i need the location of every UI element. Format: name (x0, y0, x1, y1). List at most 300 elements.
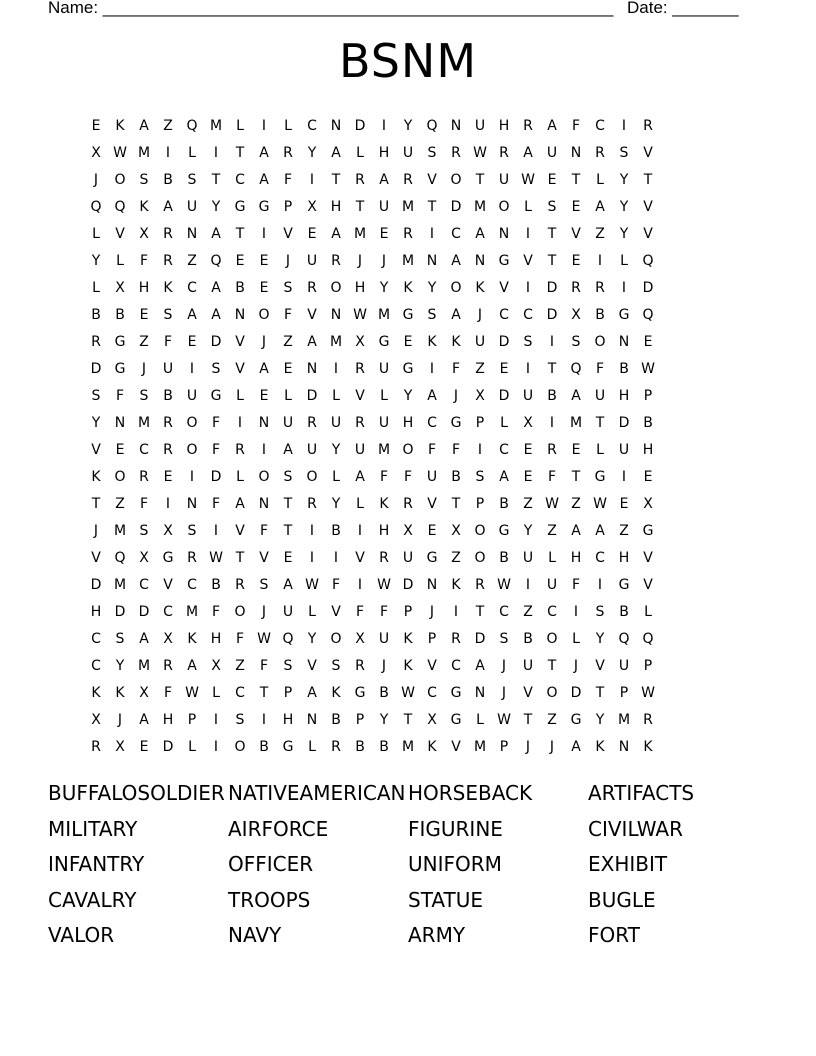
grid-letter: K (115, 684, 125, 701)
grid-letter: X (427, 711, 437, 728)
grid-letter: Y (331, 441, 341, 458)
date-field-line: Date: _______ (627, 0, 739, 17)
grid-letter: B (331, 711, 341, 728)
grid-letter: D (90, 576, 102, 593)
grid-letter: I (525, 360, 531, 377)
grid-letter: S (619, 144, 629, 161)
grid-letter: V (595, 657, 605, 674)
grid-letter: E (571, 198, 581, 215)
grid-letter: K (91, 468, 101, 485)
grid-letter: C (139, 441, 149, 458)
grid-letter: V (643, 198, 653, 215)
grid-letter: D (450, 198, 462, 215)
grid-letter: H (330, 198, 342, 215)
grid-letter: Q (90, 198, 102, 215)
grid-letter: N (450, 117, 462, 134)
grid-letter: A (163, 198, 173, 215)
grid-letter: F (451, 360, 461, 377)
grid-letter: T (235, 144, 245, 161)
grid-letter: X (139, 684, 149, 701)
grid-letter: S (547, 198, 557, 215)
grid-letter: M (137, 414, 151, 431)
grid-letter: U (594, 387, 606, 404)
grid-letter: X (451, 522, 461, 539)
grid-letter: U (522, 657, 534, 674)
grid-letter: D (210, 333, 222, 350)
grid-letter: K (403, 279, 413, 296)
grid-letter: W (593, 495, 607, 512)
grid-letter: B (259, 738, 269, 755)
grid-letter: X (355, 630, 365, 647)
grid-letter: V (427, 495, 437, 512)
grid-letter: H (570, 549, 582, 566)
grid-letter: Y (211, 198, 221, 215)
grid-letter: F (211, 414, 221, 431)
grid-letter: I (597, 576, 603, 593)
grid-letter: Y (403, 387, 413, 404)
grid-letter: V (451, 738, 461, 755)
grid-row (84, 598, 732, 625)
grid-letter: B (115, 306, 125, 323)
grid-letter: Q (618, 630, 630, 647)
grid-letter: O (234, 738, 246, 755)
grid-letter: I (213, 738, 219, 755)
grid-letter: U (522, 387, 534, 404)
grid-letter: E (523, 441, 533, 458)
grid-letter: Y (595, 711, 605, 728)
grid-letter: N (570, 144, 582, 161)
grid-row (84, 112, 732, 139)
grid-letter: U (522, 549, 534, 566)
word-list-item: VALOR (48, 923, 115, 948)
grid-letter: G (642, 522, 654, 539)
grid-letter: T (643, 171, 653, 188)
grid-letter: Z (139, 333, 149, 350)
grid-letter: B (451, 468, 461, 485)
grid-letter: O (258, 306, 270, 323)
grid-letter: F (451, 441, 461, 458)
word-list-item: CIVILWAR (588, 816, 684, 841)
grid-letter: E (139, 738, 149, 755)
grid-letter: N (426, 252, 438, 269)
grid-letter: R (523, 117, 533, 134)
grid-letter: Q (642, 630, 654, 647)
grid-letter: B (499, 495, 509, 512)
grid-letter: C (427, 414, 437, 431)
grid-letter: R (307, 279, 317, 296)
grid-row (84, 706, 732, 733)
grid-letter: V (235, 333, 245, 350)
grid-letter: A (571, 522, 581, 539)
grid-letter: T (523, 711, 533, 728)
grid-letter: A (307, 684, 317, 701)
grid-letter: U (354, 441, 366, 458)
grid-letter: R (355, 171, 365, 188)
grid-row (84, 517, 732, 544)
grid-letter: E (571, 252, 581, 269)
grid-letter: F (571, 117, 581, 134)
grid-letter: R (139, 468, 149, 485)
grid-letter: R (379, 549, 389, 566)
grid-row (84, 652, 732, 679)
grid-letter: F (283, 171, 293, 188)
grid-letter: I (237, 414, 243, 431)
grid-letter: T (355, 198, 365, 215)
grid-letter: H (618, 549, 630, 566)
grid-letter: T (571, 468, 581, 485)
grid-letter: O (450, 279, 462, 296)
grid-letter: U (330, 414, 342, 431)
grid-letter: T (283, 522, 293, 539)
grid-letter: A (259, 144, 269, 161)
grid-letter: T (451, 495, 461, 512)
grid-letter: A (211, 279, 221, 296)
grid-letter: F (139, 495, 149, 512)
grid-letter: L (644, 603, 652, 620)
grid-letter: A (427, 387, 437, 404)
grid-letter: G (258, 198, 270, 215)
grid-letter: R (475, 576, 485, 593)
grid-letter: Z (571, 495, 581, 512)
grid-letter: J (261, 603, 267, 620)
grid-letter: F (115, 387, 125, 404)
grid-letter: J (477, 306, 483, 323)
grid-letter: C (235, 684, 245, 701)
grid-row (84, 490, 732, 517)
grid-letter: R (331, 738, 341, 755)
grid-letter: D (306, 387, 318, 404)
grid-letter: A (259, 171, 269, 188)
grid-letter: I (309, 171, 315, 188)
grid-letter: L (332, 468, 340, 485)
grid-letter: N (426, 576, 438, 593)
grid-letter: R (451, 144, 461, 161)
grid-letter: S (283, 468, 293, 485)
grid-letter: W (497, 711, 511, 728)
grid-letter: I (165, 144, 171, 161)
grid-letter: P (475, 495, 485, 512)
grid-row (84, 382, 732, 409)
grid-letter: X (139, 549, 149, 566)
word-list-item: ARMY (408, 923, 466, 948)
grid-letter: R (451, 630, 461, 647)
grid-letter: F (595, 360, 605, 377)
grid-letter: R (163, 252, 173, 269)
grid-letter: O (234, 603, 246, 620)
grid-letter: I (525, 279, 531, 296)
grid-letter: F (235, 630, 245, 647)
grid-letter: R (643, 117, 653, 134)
grid-letter: F (403, 468, 413, 485)
grid-letter: J (117, 711, 123, 728)
grid-letter: I (621, 468, 627, 485)
grid-row (84, 220, 732, 247)
grid-letter: C (499, 603, 509, 620)
grid-letter: I (213, 144, 219, 161)
grid-letter: Z (451, 549, 461, 566)
grid-letter: S (139, 387, 149, 404)
grid-letter: T (91, 495, 101, 512)
grid-letter: R (643, 711, 653, 728)
grid-letter: R (355, 360, 365, 377)
grid-letter: F (259, 522, 269, 539)
grid-letter: C (427, 684, 437, 701)
grid-letter: S (523, 333, 533, 350)
grid-letter: E (139, 306, 149, 323)
grid-letter: E (259, 279, 269, 296)
grid-letter: E (283, 549, 293, 566)
grid-letter: V (115, 225, 125, 242)
grid-row (84, 544, 732, 571)
grid-letter: D (498, 387, 510, 404)
grid-letter: L (188, 738, 196, 755)
grid-letter: W (353, 306, 367, 323)
grid-letter: M (569, 414, 583, 431)
grid-letter: D (546, 279, 558, 296)
grid-letter: Q (426, 117, 438, 134)
grid-letter: I (333, 360, 339, 377)
grid-letter: Y (619, 225, 629, 242)
grid-letter: I (357, 522, 363, 539)
grid-letter: J (141, 360, 147, 377)
grid-letter: O (474, 522, 486, 539)
grid-letter: S (331, 657, 341, 674)
grid-letter: V (643, 225, 653, 242)
grid-letter: D (618, 414, 630, 431)
grid-letter: G (450, 711, 462, 728)
grid-letter: R (163, 225, 173, 242)
grid-letter: R (595, 144, 605, 161)
grid-letter: V (427, 657, 437, 674)
grid-letter: M (401, 738, 415, 755)
grid-letter: I (525, 576, 531, 593)
grid-letter: A (571, 387, 581, 404)
grid-letter: V (91, 549, 101, 566)
grid-letter: B (595, 306, 605, 323)
grid-letter: H (498, 117, 510, 134)
grid-letter: Y (91, 252, 101, 269)
grid-letter: J (501, 657, 507, 674)
grid-letter: D (546, 306, 558, 323)
grid-letter: A (331, 144, 341, 161)
grid-letter: V (643, 144, 653, 161)
grid-letter: Q (210, 252, 222, 269)
grid-letter: F (379, 603, 389, 620)
grid-letter: L (284, 387, 292, 404)
grid-letter: A (595, 198, 605, 215)
grid-letter: H (138, 279, 150, 296)
grid-letter: Y (523, 522, 533, 539)
grid-letter: K (139, 198, 149, 215)
grid-letter: O (330, 279, 342, 296)
grid-letter: I (381, 117, 387, 134)
grid-letter: A (331, 225, 341, 242)
grid-letter: S (139, 522, 149, 539)
grid-letter: R (547, 441, 557, 458)
grid-letter: K (475, 279, 485, 296)
grid-letter: L (596, 441, 604, 458)
grid-letter: T (547, 360, 557, 377)
grid-letter: N (114, 414, 126, 431)
grid-letter: G (498, 522, 510, 539)
grid-letter: J (261, 333, 267, 350)
grid-letter: C (595, 117, 605, 134)
grid-letter: P (643, 387, 653, 404)
grid-letter: B (523, 630, 533, 647)
grid-letter: I (189, 468, 195, 485)
grid-letter: E (643, 333, 653, 350)
grid-letter: H (378, 522, 390, 539)
grid-letter: X (643, 495, 653, 512)
grid-letter: J (285, 252, 291, 269)
grid-letter: I (261, 711, 267, 728)
grid-letter: S (283, 279, 293, 296)
name-field-line: Name: ______________________________________________________ (48, 0, 614, 17)
grid-letter: M (209, 117, 223, 134)
grid-letter: L (236, 387, 244, 404)
grid-letter: B (499, 549, 509, 566)
grid-letter: P (187, 711, 197, 728)
grid-letter: H (90, 603, 102, 620)
grid-letter: N (618, 738, 630, 755)
grid-letter: N (258, 414, 270, 431)
grid-letter: T (475, 603, 485, 620)
word-list-item: UNIFORM (408, 852, 502, 877)
grid-letter: E (235, 252, 245, 269)
grid-letter: S (571, 333, 581, 350)
grid-letter: E (643, 468, 653, 485)
grid-letter: Z (547, 522, 557, 539)
grid-letter: P (403, 603, 413, 620)
grid-letter: G (426, 549, 438, 566)
grid-letter: Z (115, 495, 125, 512)
grid-letter: C (91, 630, 101, 647)
grid-letter: N (330, 117, 342, 134)
grid-letter: Y (115, 657, 125, 674)
grid-letter: J (93, 522, 99, 539)
grid-letter: T (427, 198, 437, 215)
grid-letter: I (309, 522, 315, 539)
grid-letter: G (402, 360, 414, 377)
grid-letter: X (571, 306, 581, 323)
grid-letter: N (474, 684, 486, 701)
grid-letter: V (235, 360, 245, 377)
grid-letter: Z (595, 225, 605, 242)
grid-letter: U (378, 414, 390, 431)
grid-letter: O (258, 468, 270, 485)
grid-letter: S (259, 576, 269, 593)
word-list-item: AIRFORCE (228, 816, 329, 841)
grid-letter: K (643, 738, 653, 755)
grid-letter: C (595, 549, 605, 566)
grid-letter: U (402, 144, 414, 161)
grid-letter: U (402, 549, 414, 566)
grid-letter: R (91, 333, 101, 350)
grid-letter: G (450, 414, 462, 431)
grid-letter: I (213, 711, 219, 728)
grid-letter: U (546, 144, 558, 161)
grid-letter: B (619, 360, 629, 377)
grid-letter: E (571, 441, 581, 458)
grid-letter: I (165, 495, 171, 512)
grid-letter: F (211, 603, 221, 620)
grid-letter: C (451, 225, 461, 242)
grid-letter: A (355, 468, 365, 485)
grid-letter: G (570, 711, 582, 728)
grid-letter: K (115, 117, 125, 134)
grid-letter: L (500, 414, 508, 431)
grid-letter: J (381, 252, 387, 269)
grid-letter: Z (523, 495, 533, 512)
grid-letter: E (115, 441, 125, 458)
grid-letter: R (235, 441, 245, 458)
grid-letter: A (139, 117, 149, 134)
grid-letter: S (475, 468, 485, 485)
grid-letter: U (378, 360, 390, 377)
grid-letter: M (473, 198, 487, 215)
grid-letter: N (258, 495, 270, 512)
grid-letter: I (597, 252, 603, 269)
grid-letter: A (283, 441, 293, 458)
page-title: BSNM (338, 34, 478, 88)
grid-letter: I (549, 414, 555, 431)
grid-letter: G (498, 252, 510, 269)
word-list-item: EXHIBIT (588, 852, 668, 877)
grid-letter: G (210, 387, 222, 404)
grid-letter: N (618, 333, 630, 350)
grid-letter: D (474, 630, 486, 647)
grid-letter: M (137, 144, 151, 161)
grid-letter: H (162, 711, 174, 728)
grid-letter: V (259, 549, 269, 566)
grid-letter: W (641, 360, 655, 377)
grid-letter: R (163, 414, 173, 431)
grid-letter: Z (163, 117, 173, 134)
grid-letter: K (403, 657, 413, 674)
grid-letter: C (187, 576, 197, 593)
grid-row (84, 139, 732, 166)
grid-letter: Y (379, 279, 389, 296)
grid-letter: D (570, 684, 582, 701)
grid-letter: J (525, 738, 531, 755)
grid-letter: G (594, 468, 606, 485)
grid-letter: I (573, 603, 579, 620)
grid-letter: L (596, 171, 604, 188)
word-list-item: OFFICER (228, 852, 314, 877)
grid-letter: N (306, 711, 318, 728)
grid-letter: X (523, 414, 533, 431)
grid-letter: O (114, 171, 126, 188)
grid-letter: U (378, 198, 390, 215)
grid-letter: N (498, 225, 510, 242)
grid-letter: R (331, 252, 341, 269)
grid-letter: V (163, 576, 173, 593)
grid-letter: O (186, 441, 198, 458)
grid-letter: D (90, 360, 102, 377)
grid-letter: R (571, 279, 581, 296)
grid-letter: K (595, 738, 605, 755)
grid-letter: I (261, 441, 267, 458)
grid-letter: E (619, 495, 629, 512)
grid-letter: Y (619, 171, 629, 188)
grid-letter: Y (307, 144, 317, 161)
grid-letter: W (641, 684, 655, 701)
grid-letter: O (306, 468, 318, 485)
word-list-item: NATIVEAMERICAN (228, 781, 406, 805)
grid-letter: Y (595, 630, 605, 647)
grid-letter: J (381, 657, 387, 674)
grid-letter: T (595, 684, 605, 701)
